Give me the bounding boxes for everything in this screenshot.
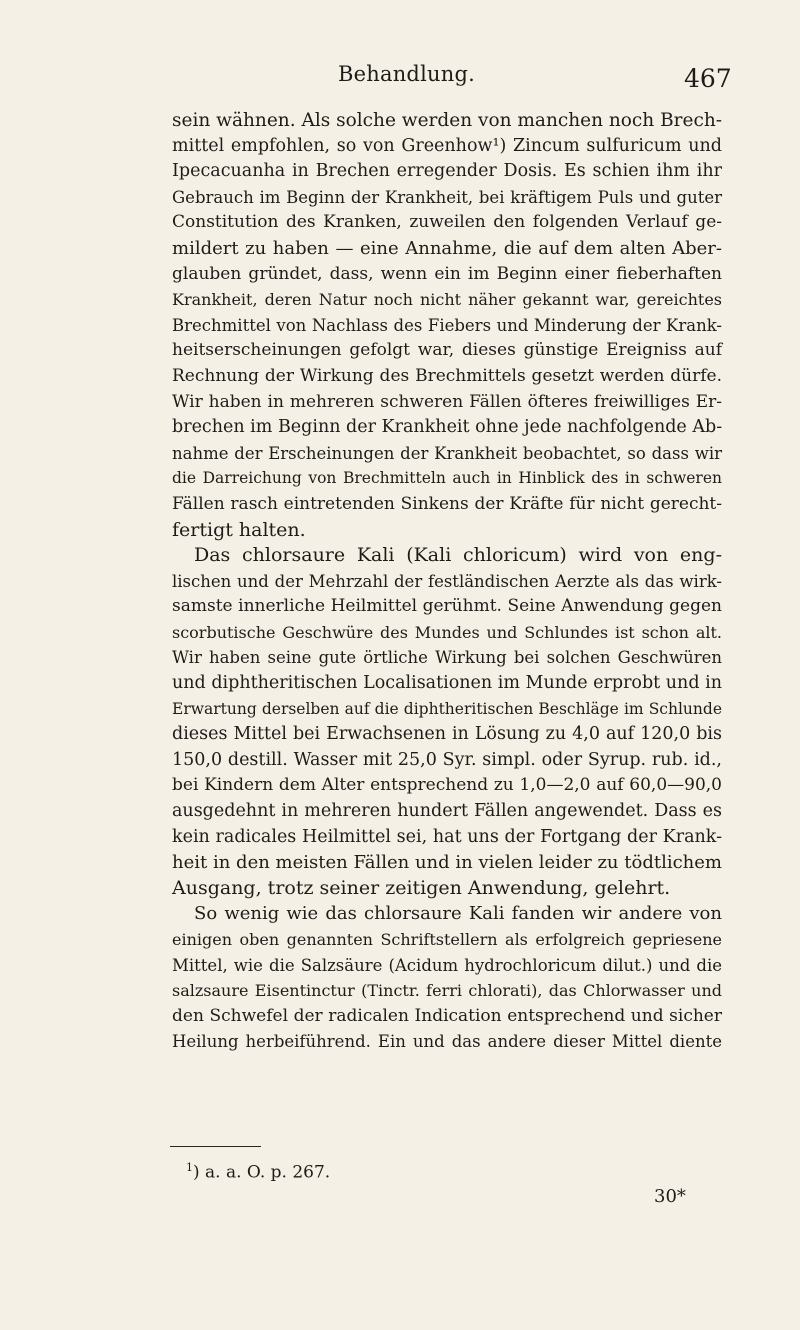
text-line: Ipecacuanha in Brechen erregender Dosis. Es schien ihm ihr bbox=[172, 161, 722, 182]
text-line: samste innerliche Heilmittel gerühmt. Seine Anwendung gegen bbox=[172, 596, 722, 617]
text-line: kein radicales Heilmittel sei, hat uns der Fortgang der Krank- bbox=[172, 826, 722, 847]
text-line: Das chlorsaure Kali (Kali chloricum) wird von eng- bbox=[194, 544, 722, 567]
text-line: Krankheit, deren Natur noch nicht näher gekannt war, gereichtes bbox=[172, 290, 722, 310]
footnote-rule bbox=[170, 1146, 261, 1147]
text-line: Gebrauch im Beginn der Krankheit, bei kräftigem Puls und guter bbox=[172, 187, 722, 207]
text-line: mildert zu haben — eine Annahme, die auf dem alten Aber- bbox=[172, 237, 722, 259]
text-line: Mittel, wie die Salzsäure (Acidum hydrochloricum dilut.) und die bbox=[172, 955, 722, 975]
text-line: Wir haben in mehreren schweren Fällen öfteres freiwilliges Er- bbox=[172, 391, 722, 412]
text-line: heitserscheinungen gefolgt war, dieses günstige Ereigniss auf bbox=[172, 340, 722, 361]
text-line: Heilung herbeiführend. Ein und das andere dieser Mittel diente bbox=[172, 1032, 722, 1052]
text-line: bei Kindern dem Alter entsprechend zu 1,0—2,0 auf 60,0—90,0 bbox=[172, 775, 722, 796]
text-line: den Schwefel der radicalen Indication entsprechend und sicher bbox=[172, 1005, 722, 1026]
text-line: Erwartung derselben auf die diphtheritischen Beschläge im Schlunde bbox=[172, 699, 722, 718]
text-line: ausgedehnt in mehreren hundert Fällen angewendet. Dass es bbox=[172, 801, 722, 822]
text-line: fertigt halten. bbox=[172, 518, 306, 541]
footnote-marker: 1 bbox=[186, 1161, 193, 1174]
running-header: Behandlung. bbox=[338, 62, 475, 86]
text-line: heit in den meisten Fällen und in vielen leider zu tödtlichem bbox=[172, 852, 722, 874]
text-line: und diphtheritischen Localisationen im Munde erprobt und in bbox=[172, 673, 722, 694]
body-text bbox=[172, 108, 722, 1055]
page-number: 467 bbox=[684, 64, 732, 93]
text-line: 150,0 destill. Wasser mit 25,0 Syr. simpl. oder Syrup. rub. id., bbox=[172, 749, 722, 770]
text-line: Constitution des Kranken, zuweilen den folgenden Verlauf ge- bbox=[172, 212, 722, 233]
text-line: einigen oben genannten Schriftstellern als erfolgreich gepriesene bbox=[172, 930, 722, 949]
text-line: scorbutische Geschwüre des Mundes und Schlundes ist schon alt. bbox=[172, 622, 722, 642]
text-line: lischen und der Mehrzahl der festländischen Aerzte als das wirk- bbox=[172, 571, 722, 591]
text-line: salzsaure Eisentinctur (Tinctr. ferri chlorati), das Chlorwasser und bbox=[172, 981, 722, 1001]
footnote-text: ) a. a. O. p. 267. bbox=[193, 1162, 331, 1183]
text-line: dieses Mittel bei Erwachsenen in Lösung zu 4,0 auf 120,0 bis bbox=[172, 724, 722, 745]
text-line: Rechnung der Wirkung des Brechmittels gesetzt werden dürfe. bbox=[172, 365, 722, 386]
text-line: die Darreichung von Brechmitteln auch in Hinblick des in schweren bbox=[172, 469, 722, 488]
text-line: Brechmittel von Nachlass des Fiebers und Minderung der Krank- bbox=[172, 315, 722, 335]
text-line: Fällen rasch eintretenden Sinkens der Kräfte für nicht gerecht- bbox=[172, 493, 722, 514]
text-line: brechen im Beginn der Krankheit ohne jede nachfolgende Ab- bbox=[172, 417, 723, 438]
text-line: sein wähnen. Als solche werden von manchen noch Brech- bbox=[172, 110, 723, 131]
text-line: So wenig wie das chlorsaure Kali fanden wir andere von bbox=[194, 903, 722, 925]
text-line: nahme der Erscheinungen der Krankheit beobachtet, so dass wir bbox=[172, 443, 722, 463]
text-line: glauben gründet, dass, wenn ein im Beginn einer fieberhaften bbox=[172, 263, 722, 284]
text-line: Wir haben seine gute örtliche Wirkung bei solchen Geschwüren bbox=[172, 648, 722, 668]
signature-mark: 30* bbox=[654, 1186, 686, 1207]
footnote bbox=[186, 1161, 330, 1183]
text-line: mittel empfohlen, so von Greenhow¹) Zincum sulfuricum und bbox=[172, 135, 722, 156]
text-line: Ausgang, trotz seiner zeitigen Anwendung, gelehrt. bbox=[172, 876, 671, 899]
